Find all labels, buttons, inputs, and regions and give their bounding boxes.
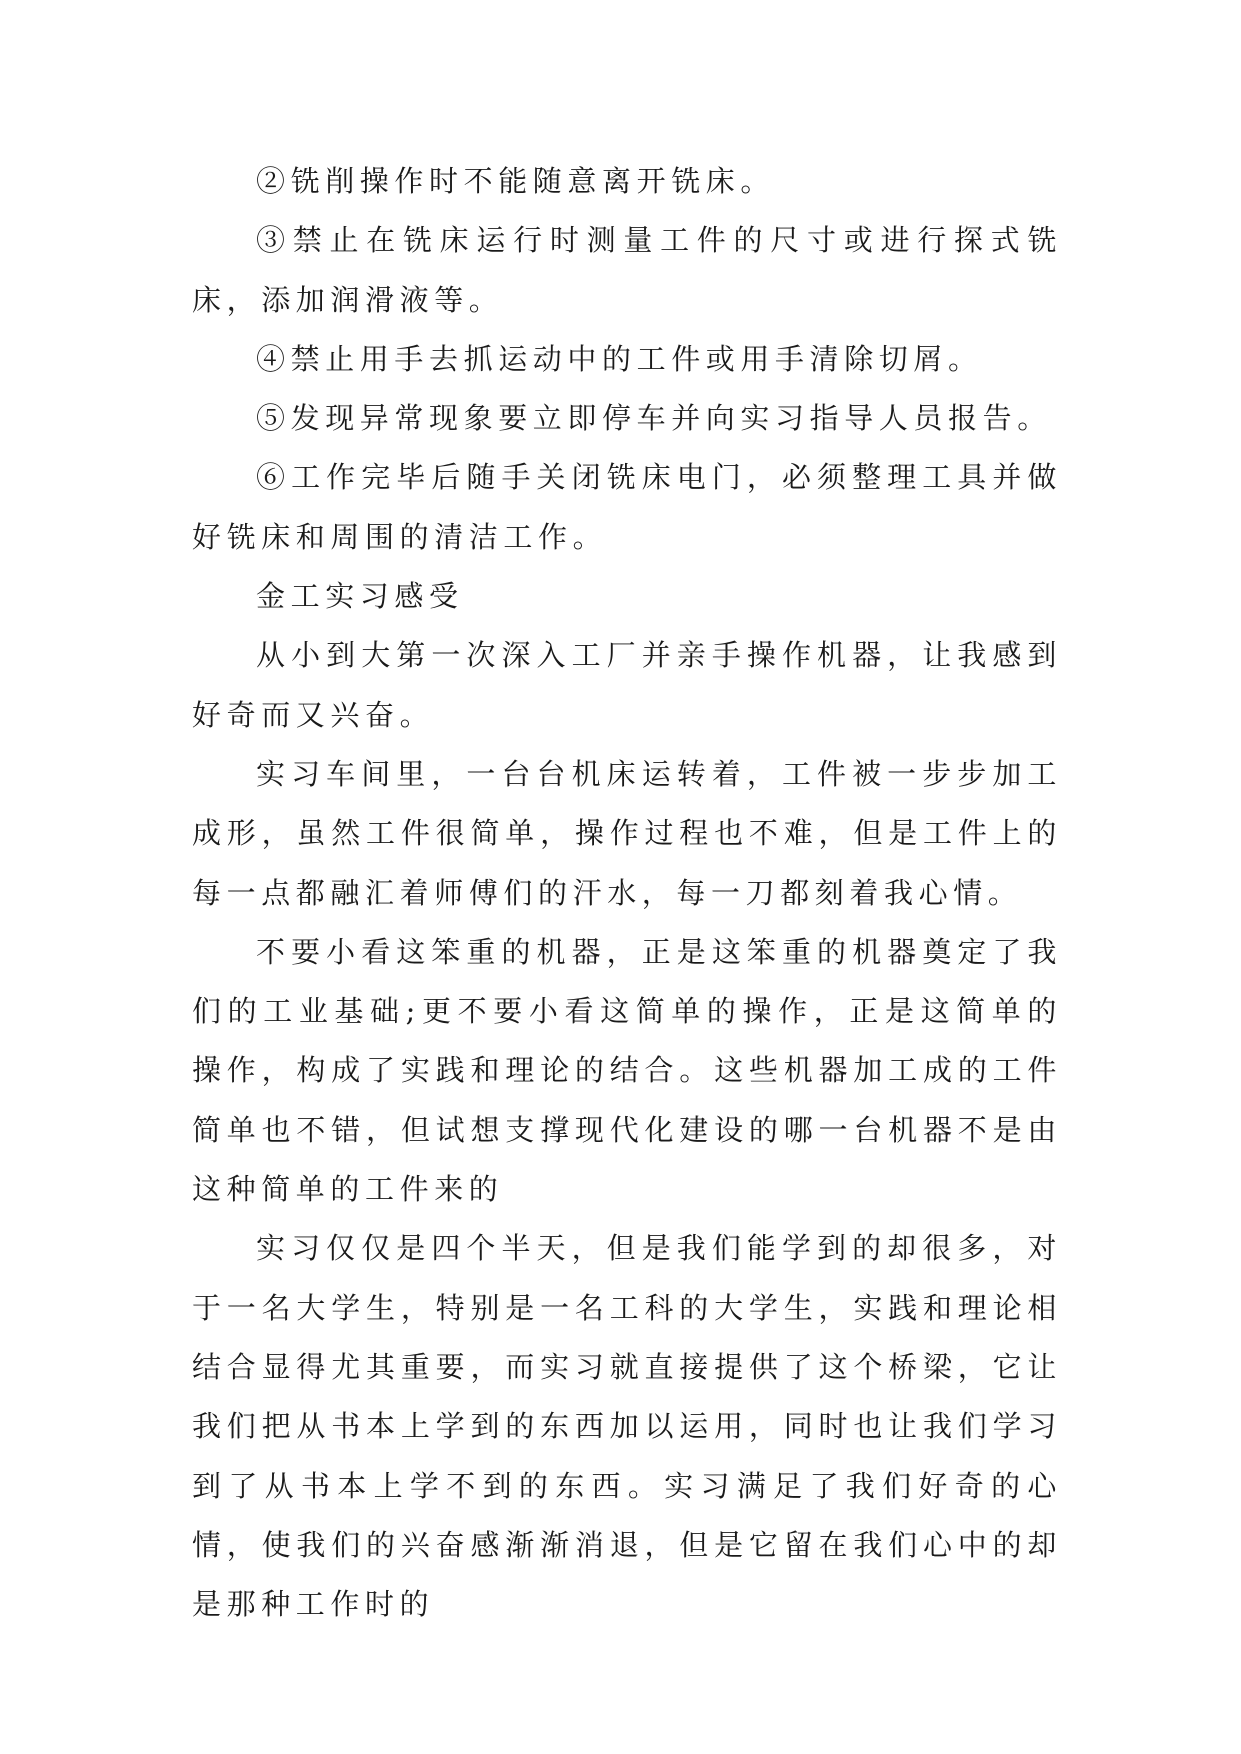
paragraph-workshop: 实习车间里，一台台机床运转着，工件被一步步加工成形，虽然工件很简单，操作过程也不难，但是工件上的每一点都融汇着师傅们的汗水，每一刀都刻着我心情。 <box>192 756 1062 910</box>
section-heading: 金工实习感受 <box>256 579 464 614</box>
paragraph-machines: 不要小看这笨重的机器，正是这笨重的机器奠定了我们的工业基础;更不要小看这简单的操作，正是这简单的操作，构成了实践和理论的结合。这些机器加工成的工件简单也不错，但试想支撑现代化建设的哪一台机器不是由这种简单的工件来的 <box>192 934 1062 1207</box>
paragraph-rule-3: ③禁止在铣床运行时测量工件的尺寸或进行探式铣床，添加润滑液等。 <box>192 223 1062 317</box>
paragraph-rule-4: ④禁止用手去抓运动中的工件或用手清除切屑。 <box>256 341 983 376</box>
paragraph-intro: 从小到大第一次深入工厂并亲手操作机器，让我感到好奇而又兴奋。 <box>192 638 1062 732</box>
paragraph-rule-6: ⑥工作完毕后随手关闭铣床电门，必须整理工具并做好铣床和周围的清洁工作。 <box>192 460 1062 554</box>
paragraph-rule-2: ②铣削操作时不能随意离开铣床。 <box>256 164 776 198</box>
paragraph-reflection: 实习仅仅是四个半天，但是我们能学到的却很多，对于一名大学生，特别是一名工科的大学生，实践和理论相结合显得尤其重要，而实习就直接提供了这个桥梁，它让我们把从书本上学到的东西加以运用，同时也让我们学习到了从书本上学不到的东西。实习满足了我们好奇的心情，使我们的兴奋感渐渐消退，但是它留在我们心中的却是那种工作时的 <box>192 1231 1062 1622</box>
document-body <box>192 152 1062 1634</box>
paragraph-rule-5: ⑤发现异常现象要立即停车并向实习指导人员报告。 <box>256 401 1052 436</box>
